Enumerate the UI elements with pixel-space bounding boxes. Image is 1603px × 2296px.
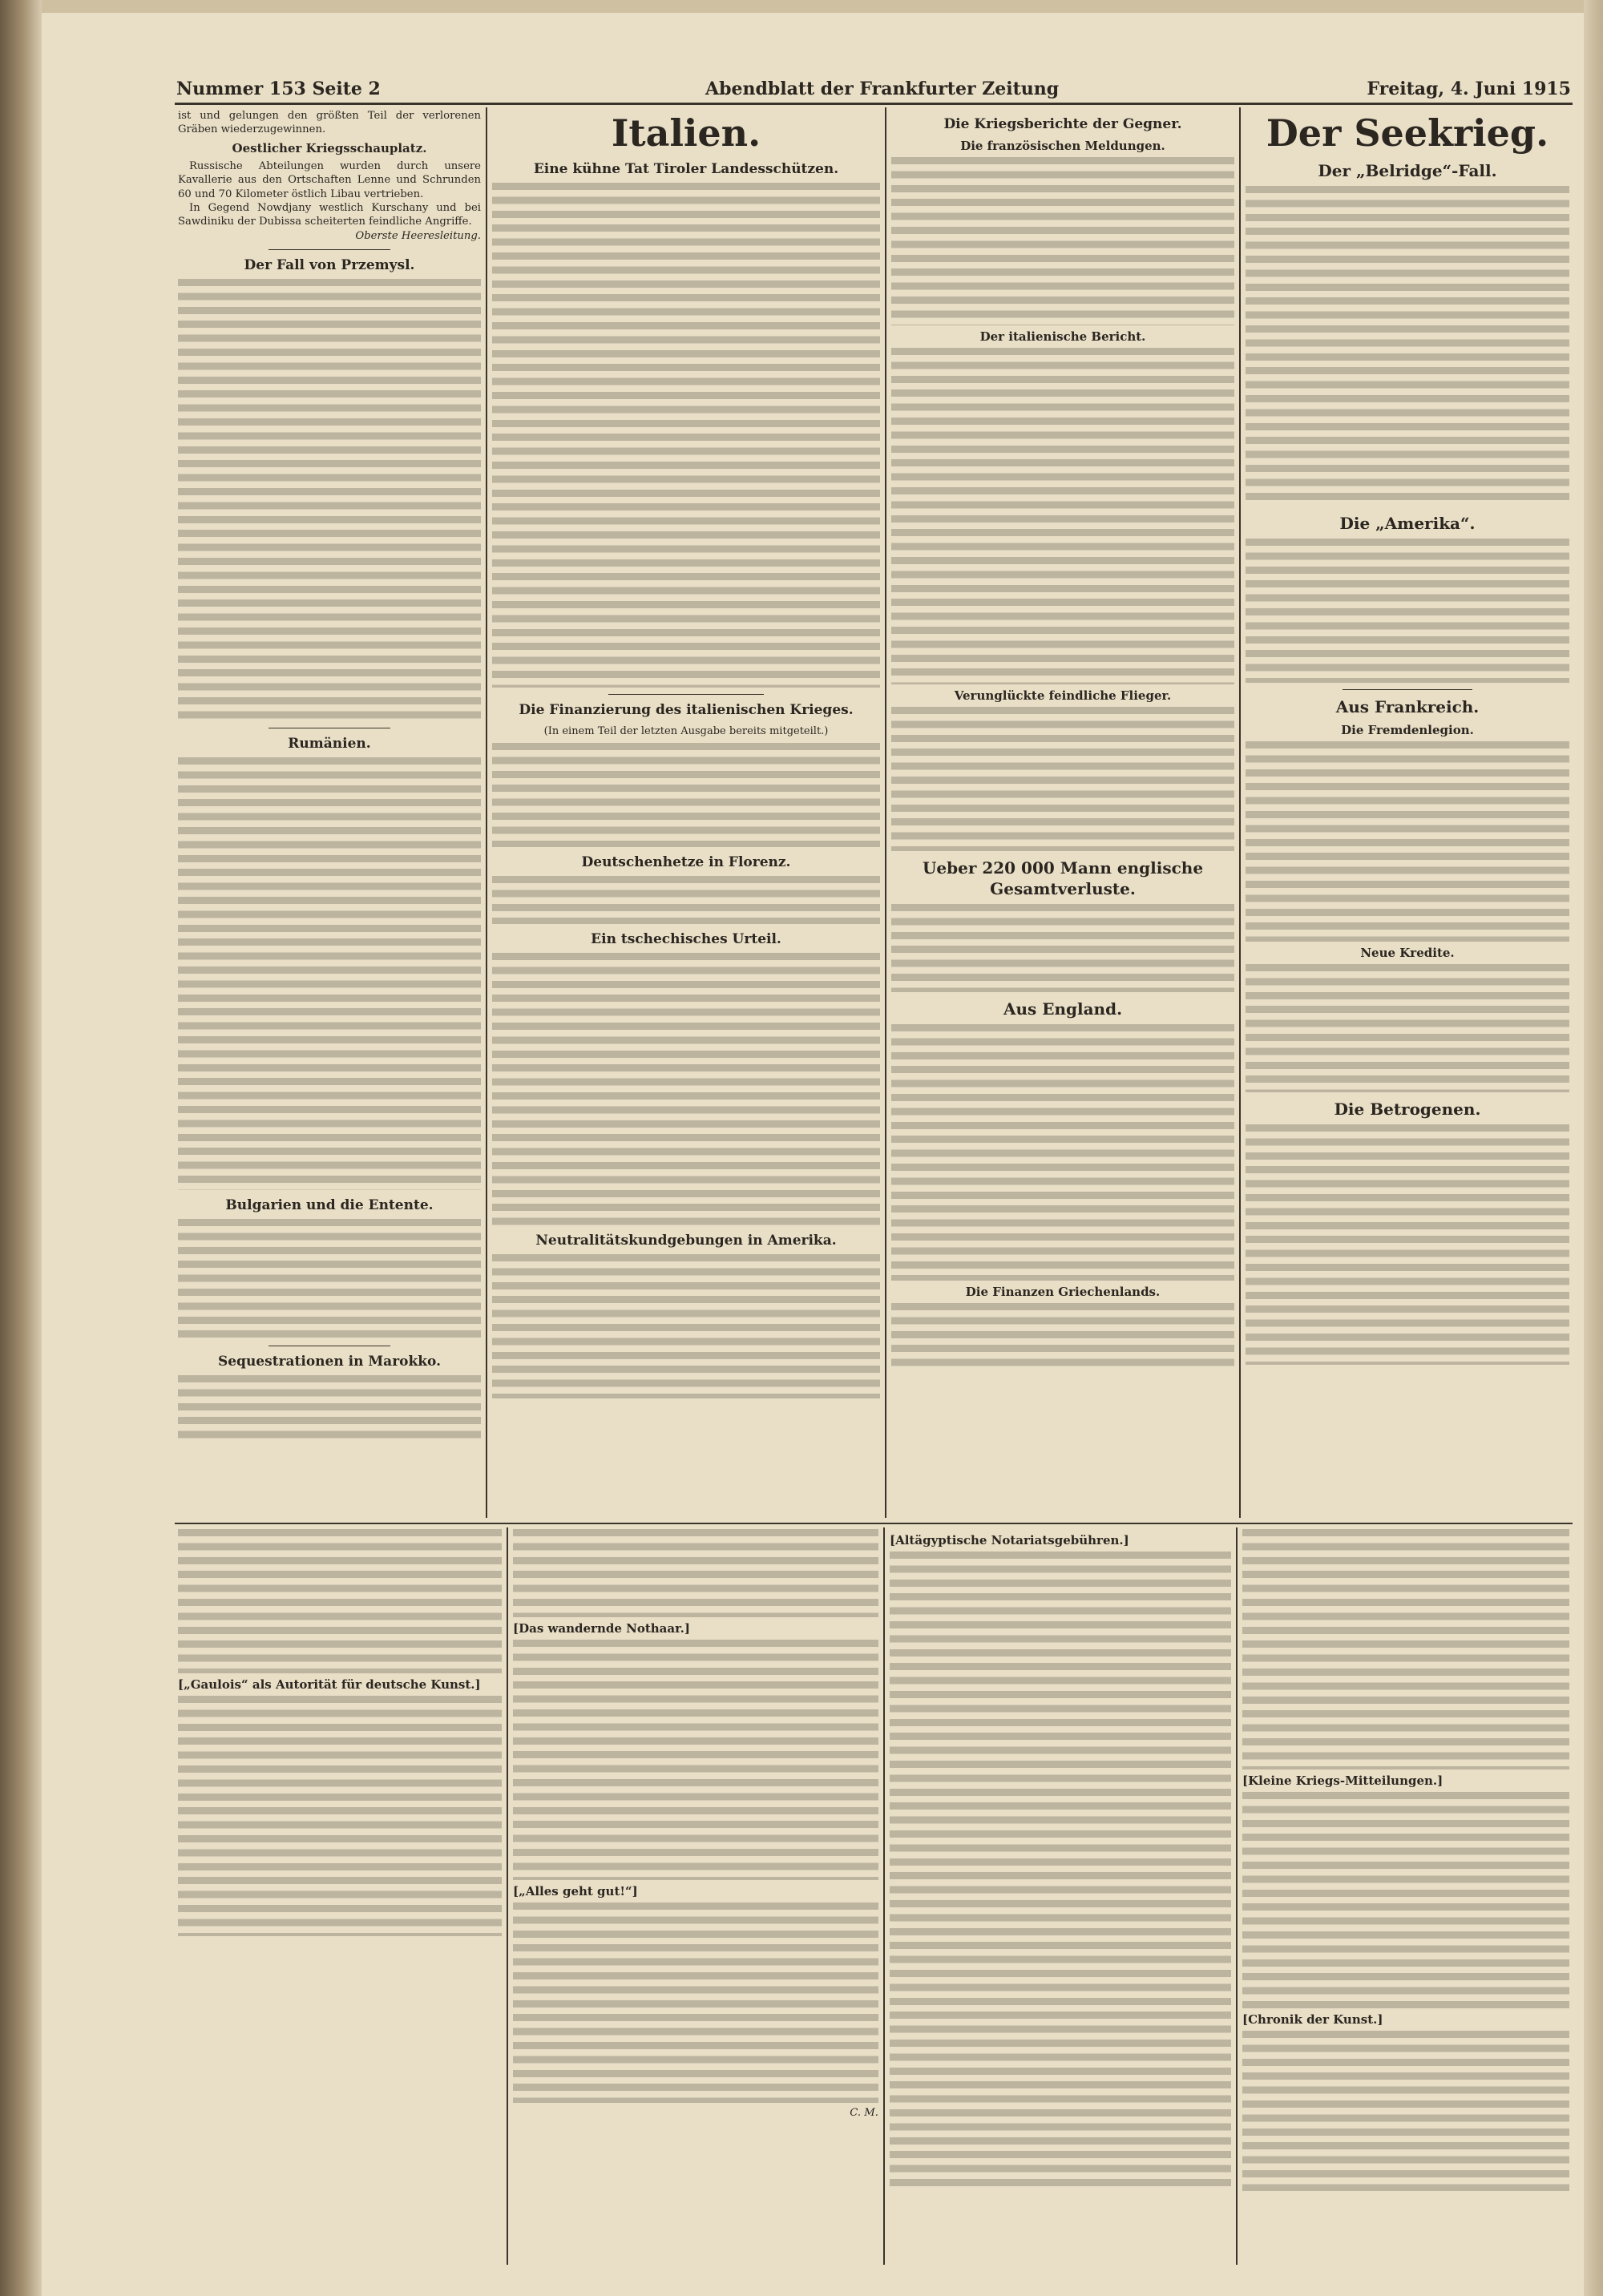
- feuilleton-body: [1242, 2031, 1569, 2191]
- article-body: [891, 904, 1234, 992]
- header-rule: [175, 103, 1573, 105]
- sub-heading: Die Finanzen Griechenlands.: [965, 1285, 1161, 1299]
- article-heading: Neutralitätskundgebungen in Amerika.: [535, 1233, 837, 1249]
- column-4: [1246, 109, 1569, 1518]
- article-heading: Die Finanzierung des italienischen Krieges.: [519, 702, 854, 718]
- article-heading: Bulgarien und die Entente.: [225, 1197, 434, 1214]
- separator: [269, 249, 390, 250]
- feuilleton-col-2: [513, 1529, 878, 2262]
- section-title: Der Seekrieg.: [1266, 111, 1549, 155]
- article-body: [492, 1254, 880, 1398]
- sub-heading: Die Fremdenlegion.: [1341, 723, 1474, 737]
- issue-date: Freitag, 4. Juni 1915: [1367, 79, 1571, 99]
- column-2: [492, 109, 880, 1518]
- article-body: [891, 157, 1234, 325]
- feuilleton-body: [1242, 1529, 1569, 1769]
- article-body: [178, 1219, 481, 1339]
- article-body: [891, 1024, 1234, 1281]
- feuilleton-heading: [„Alles geht gut!“]: [513, 1884, 638, 1899]
- article-body: [492, 953, 880, 1225]
- article-body: [492, 743, 880, 847]
- paragraph: Russische Abteilungen wurden durch unsere Kavallerie aus den Ortschaften Lenne und Schrunden 60 und 70 Kilometer östlich Libau vertrieben.: [178, 159, 481, 200]
- article-heading: Ueber 220 000 Mann englische Gesamtverluste.: [922, 858, 1204, 898]
- article-heading: Aus England.: [1003, 999, 1123, 1019]
- article-heading: Aus Frankreich.: [1335, 697, 1480, 716]
- feuilleton-heading: [Das wandernde Nothaar.]: [513, 1621, 690, 1636]
- article-body: [178, 1375, 481, 1439]
- section-heading: Oestlicher Kriegsschauplatz.: [232, 140, 427, 155]
- page-edge: [1584, 0, 1603, 2296]
- article-body: [178, 757, 481, 1190]
- article-heading: Ein tschechisches Urteil.: [591, 931, 781, 947]
- signature: Oberste Heeresleitung.: [355, 229, 481, 242]
- column-rule: [486, 107, 487, 1518]
- article-body: [1246, 186, 1569, 506]
- feuilleton-body: [1242, 1792, 1569, 2008]
- article-body: [1246, 741, 1569, 942]
- separator: [608, 694, 764, 695]
- page-number: Nummer 153 Seite 2: [176, 79, 381, 99]
- article-body: [492, 876, 880, 924]
- feuilleton-heading: [Chronik der Kunst.]: [1242, 2012, 1383, 2027]
- paragraph: In Gegend Nowdjany westlich Kurschany und bei Sawdiniku der Dubissa scheiterten feindliche Angriffe.: [178, 202, 481, 228]
- column-rule: [507, 1527, 508, 2265]
- article-heading: Sequestrationen in Marokko.: [217, 1354, 442, 1370]
- sub-heading: Neue Kredite.: [1360, 946, 1455, 960]
- scan-top-edge: [42, 0, 1584, 13]
- article-heading: Die Betrogenen.: [1334, 1100, 1481, 1119]
- feuilleton-col-4: [1242, 1529, 1569, 2262]
- article-heading: Der „Belridge“-Fall.: [1318, 161, 1497, 180]
- feuilleton-signature: C. M.: [850, 2107, 878, 2119]
- article-body: [891, 707, 1234, 851]
- feuilleton-body: [513, 1903, 878, 2103]
- sub-heading: Die französischen Meldungen.: [960, 139, 1165, 153]
- feuilleton-heading: [„Gaulois“ als Autorität für deutsche Kunst.]: [178, 1677, 481, 1692]
- feuilleton-heading: [Altägyptische Notariatsgebühren.]: [890, 1533, 1129, 1547]
- article-heading: Der Fall von Przemysl.: [244, 257, 415, 274]
- separator: [1343, 689, 1472, 690]
- article-heading: Die Kriegsberichte der Gegner.: [943, 116, 1182, 132]
- sub-heading: Der italienische Bericht.: [979, 329, 1146, 344]
- article-body: [178, 279, 481, 721]
- feuilleton-body: [513, 1529, 878, 1617]
- feuilleton-heading: [Kleine Kriegs-Mitteilungen.]: [1242, 1773, 1444, 1788]
- feuilleton-body: [890, 1552, 1231, 2193]
- article-body: [891, 348, 1234, 684]
- column-rule: [1239, 107, 1241, 1518]
- article-body: [1246, 1124, 1569, 1365]
- article-heading: Eine kühne Tat Tiroler Landesschützen.: [533, 161, 839, 177]
- sub-heading: Verunglückte feindliche Flieger.: [954, 688, 1172, 703]
- column-3: [891, 109, 1234, 1518]
- feuilleton-rule: [175, 1523, 1573, 1524]
- section-title: Italien.: [611, 111, 761, 155]
- feuilleton-col-1: [178, 1529, 502, 2262]
- running-head: [176, 79, 1571, 101]
- column-rule: [885, 107, 886, 1518]
- feuilleton-col-3: [890, 1529, 1231, 2262]
- column-1: [178, 109, 481, 1518]
- feuilleton-body: [178, 1529, 502, 1673]
- column-rule: [1236, 1527, 1238, 2265]
- feuilleton-body: [513, 1640, 878, 1880]
- article-body: [891, 1303, 1234, 1367]
- note: (In einem Teil der letzten Ausgabe bereits mitgeteilt.): [543, 725, 829, 737]
- article-heading: Die „Amerika“.: [1339, 514, 1476, 533]
- masthead-title: Abendblatt der Frankfurter Zeitung: [705, 79, 1060, 99]
- lead-text: ist und gelungen den größten Teil der verlorenen Gräben wiederzugewinnen.: [178, 110, 481, 136]
- article-body: [1246, 539, 1569, 683]
- article-body: [492, 183, 880, 688]
- column-rule: [883, 1527, 885, 2265]
- article-heading: Rumänien.: [288, 736, 371, 753]
- feuilleton-body: [178, 1696, 502, 1936]
- article-heading: Deutschenhetze in Florenz.: [581, 854, 791, 870]
- book-binding: [0, 0, 42, 2296]
- article-body: [1246, 964, 1569, 1092]
